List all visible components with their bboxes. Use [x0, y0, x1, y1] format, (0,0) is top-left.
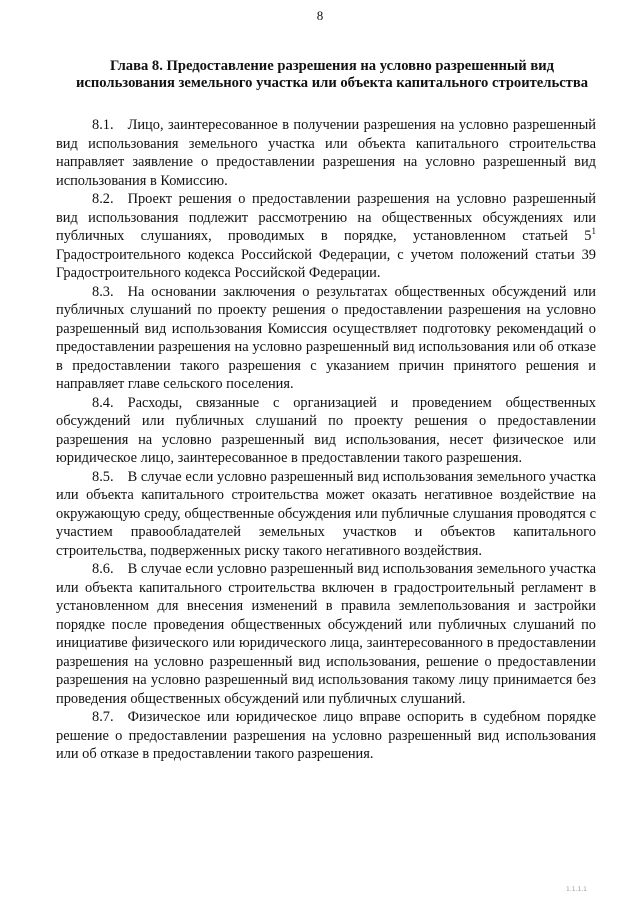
paragraph-number: 8.4. [92, 394, 114, 411]
paragraph-8-5 [56, 468, 596, 561]
paragraph-8-7 [56, 708, 596, 764]
paragraph-text-continued: Градостроительного кодекса Российской Федерации, с учетом положений статьи 39 Градостроительного кодекса Российской Федерации. [56, 246, 596, 281]
paragraph-8-4 [56, 394, 596, 468]
chapter-title: Глава 8. Предоставление разрешения на условно разрешенный вид использования земельного участка или объекта капитального строительства [75, 58, 589, 91]
paragraph-number: 8.6. [92, 561, 114, 577]
paragraph-text: На основании заключения о результатах общественных обсуждений или публичных слушаний по проекту решения о предоставлении разрешения на условно разрешенный вид использования Комиссия осуществляет подготовку рекомендаций о предоставлении разрешения на условно разрешенный вид использования или об отказе в предоставлении такого разрешения с указанием причин принятого решения и направляет главе сельского поселения. [56, 283, 596, 392]
paragraph-text: Проект решения о предоставлении разрешения на условно разрешенный вид использования подлежит рассмотрению на общественных обсуждениях или публичных слушаниях, проводимых в порядке, установленном статьей 5 [56, 191, 596, 244]
paragraph-8-1 [56, 116, 596, 190]
page-number: 8 [316, 8, 324, 23]
footer-mark: 1.1.1.1 [566, 886, 587, 893]
paragraph-8-6 [56, 560, 596, 708]
paragraph-text: Физическое или юридическое лицо вправе оспорить в судебном порядке решение о предоставлении разрешения на условно разрешенный вид использования или об отказе в предоставлении такого разрешения. [56, 709, 596, 762]
paragraph-number: 8.3. [92, 283, 114, 300]
document-body [56, 116, 596, 764]
article-superscript: 1 [591, 226, 596, 237]
paragraph-text: Расходы, связанные с организацией и проведением общественных обсуждений или публичных слушаний по проекту решения о предоставлении разрешения на условно разрешенный вид использования, несет физическое или юридическое лицо, заинтересованное в предоставлении такого разрешения. [56, 394, 596, 466]
paragraph-number: 8.5. [92, 468, 114, 485]
paragraph-text: Лицо, заинтересованное в получении разрешения на условно разрешенный вид использования земельного участка или объекта капитального строительства направляет заявление о предоставлении разрешения на условно разрешенный вид использования в Комиссию. [56, 117, 596, 189]
paragraph-number: 8.1. [92, 117, 114, 133]
paragraph-8-2 [56, 190, 596, 283]
paragraph-text: В случае если условно разрешенный вид использования земельного участка или объекта капитального строительства включен в градостроительный регламент в установленном для внесения изменений в правила землепользования и застройки порядке после проведения общественных обсуждений или публичных слушаний по инициативе физического или юридического лица, заинтересованного в предоставлении разрешения на условно разрешенный вид использования, решение о предоставлении разрешения на условно разрешенный вид использования такому лицу принимается без проведения общественных обсуждений или публичных слушаний. [56, 561, 596, 707]
paragraph-number: 8.2. [92, 191, 114, 207]
paragraph-text: В случае если условно разрешенный вид использования земельного участка или объекта капитального строительства может оказать негативное воздействие на окружающую среду, общественные обсуждения или публичные слушания проводятся с участием правообладателей земельных участков и объектов капитального строительства, подверженных риску такого негативного воздействия. [56, 468, 596, 559]
paragraph-number: 8.7. [92, 709, 114, 725]
paragraph-8-3 [56, 283, 596, 394]
